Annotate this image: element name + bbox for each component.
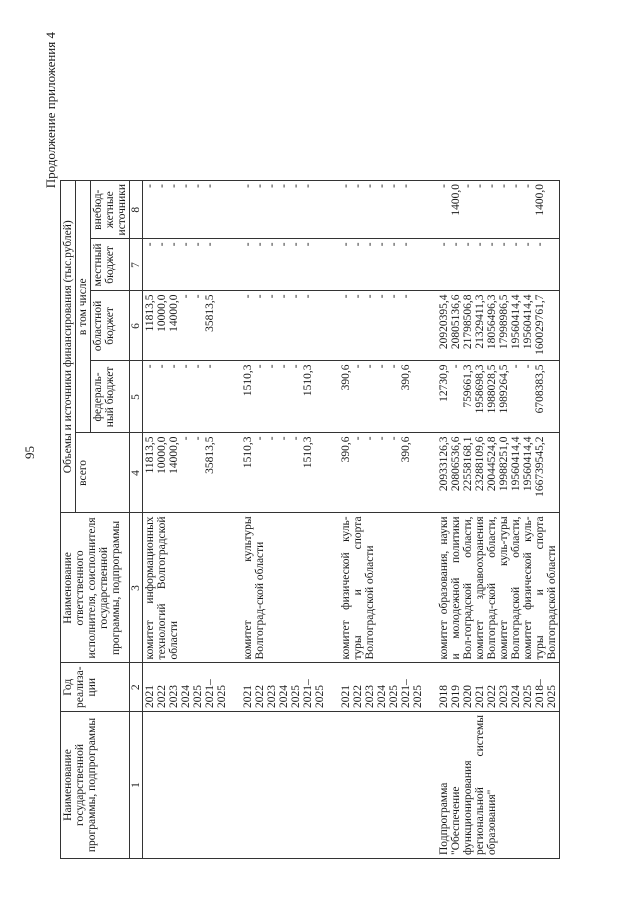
section-spacer	[425, 181, 437, 859]
federal-value: -	[278, 364, 290, 369]
program-name-cell	[143, 712, 230, 859]
spacer-cell	[425, 181, 437, 239]
header-extra: внебюд-жетные источники	[91, 181, 130, 239]
local-cell	[143, 239, 230, 291]
year-value: 2021	[242, 685, 254, 708]
extra-value: 1400,0	[450, 184, 462, 216]
year-value: 2023	[168, 685, 180, 708]
program-name-cell	[241, 712, 327, 859]
total-value: 19560414,4	[510, 436, 522, 492]
local-value: -	[450, 242, 462, 247]
table-row	[143, 181, 230, 859]
header-subgroup: в том числе	[76, 181, 91, 433]
local-value: -	[498, 242, 510, 247]
extra-value: -	[290, 184, 302, 188]
year-value: 2021	[144, 685, 156, 708]
extra-value: 1400,0	[534, 184, 546, 216]
federal-value: 1988028,5	[486, 364, 498, 414]
total-value: 10000,0	[156, 436, 168, 474]
regional-value: 18056496,3	[486, 294, 498, 350]
total-value: 11813,5	[144, 436, 156, 474]
extra-value: -	[302, 184, 314, 188]
extra-value: -	[474, 184, 486, 188]
column-number-row	[130, 181, 143, 859]
extra-value: -	[168, 184, 180, 188]
total-value: 22558168,1	[462, 436, 474, 492]
federal-cell	[437, 361, 560, 433]
federal-cell	[339, 361, 425, 433]
total-value: -	[388, 436, 400, 441]
regional-value: -	[192, 294, 204, 299]
spacer-cell	[327, 433, 339, 513]
regional-value: 35813,5	[204, 294, 216, 332]
total-value: -	[364, 436, 376, 441]
spacer-cell	[327, 663, 339, 712]
federal-value: 1989264,5	[498, 364, 510, 414]
total-value: 1510,3	[242, 436, 254, 469]
year-cell	[437, 663, 560, 712]
year-value: 2020	[462, 685, 474, 708]
spacer-cell	[229, 712, 241, 859]
federal-value: 759661,3	[462, 364, 474, 408]
year-value: 2024	[180, 685, 192, 708]
extra-cell	[339, 181, 425, 239]
federal-value: -	[376, 364, 388, 369]
year-value: 2024	[510, 685, 522, 708]
total-value: 14000,0	[168, 436, 180, 474]
extra-value: -	[522, 184, 534, 188]
header-program-name: Наименование государственной программы, подпрограммы	[61, 712, 130, 859]
year-cell	[241, 663, 327, 712]
year-value: 2023	[498, 685, 510, 708]
year-value: 2019	[450, 685, 462, 708]
regional-value: -	[242, 294, 254, 299]
section-spacer	[229, 181, 241, 859]
regional-value: -	[376, 294, 388, 299]
spacer-cell	[425, 712, 437, 859]
regional-value: 17998986,5	[498, 294, 510, 350]
total-value: -	[254, 436, 266, 441]
federal-value: 1510,3	[302, 364, 314, 397]
extra-cell	[437, 181, 560, 239]
year-value: 2024	[278, 685, 290, 708]
total-value: 20044524,8	[486, 436, 498, 492]
header-federal: федераль-ный бюджет	[91, 361, 130, 433]
local-value: -	[438, 242, 450, 247]
total-value: -	[192, 436, 204, 441]
local-value: -	[364, 242, 376, 247]
program-name-cell: Подпрограмма "Обеспечение функционирования региональной системы образования"	[437, 712, 560, 859]
header-year: Год реализа-ции	[61, 663, 130, 712]
extra-value: -	[498, 184, 510, 188]
federal-value: -	[192, 364, 204, 369]
regional-value: 11813,5	[144, 294, 156, 332]
regional-value: -	[254, 294, 266, 299]
year-value: 2022	[254, 685, 266, 708]
spacer-cell	[425, 663, 437, 712]
local-value: -	[388, 242, 400, 247]
local-value: -	[144, 242, 156, 247]
total-value: 390,6	[340, 436, 352, 463]
local-value: -	[376, 242, 388, 247]
extra-value: -	[144, 184, 156, 188]
total-cell	[339, 433, 425, 513]
federal-value: -	[180, 364, 192, 369]
federal-value: -	[352, 364, 364, 369]
year-cell	[143, 663, 230, 712]
spacer-cell	[425, 361, 437, 433]
year-value: 2022	[352, 685, 364, 708]
table-row	[241, 181, 327, 859]
table-row	[339, 181, 425, 859]
total-value: 166739545,2	[534, 436, 546, 497]
program-name-cell	[339, 712, 425, 859]
regional-value: 21329411,3	[474, 294, 486, 349]
federal-value: 390,6	[340, 364, 352, 391]
local-value: -	[290, 242, 302, 247]
federal-value: 1958698,3	[474, 364, 486, 414]
federal-value: 6708383,5	[534, 364, 546, 414]
regional-value: 21798506,8	[462, 294, 474, 350]
federal-value: -	[522, 364, 534, 369]
local-value: -	[266, 242, 278, 247]
total-value: -	[290, 436, 302, 441]
local-value: -	[340, 242, 352, 247]
extra-value: -	[156, 184, 168, 188]
local-value: -	[168, 242, 180, 247]
spacer-cell	[327, 239, 339, 291]
table-header	[61, 181, 143, 859]
extra-cell	[143, 181, 230, 239]
local-value: -	[302, 242, 314, 247]
year-value: 2018	[438, 685, 450, 708]
regional-cell	[339, 291, 425, 361]
extra-value: -	[510, 184, 522, 188]
regional-value: -	[278, 294, 290, 299]
extra-value: -	[462, 184, 474, 188]
local-value: -	[242, 242, 254, 247]
spacer-cell	[425, 239, 437, 291]
local-value: -	[534, 242, 546, 247]
table-body	[143, 181, 560, 859]
spacer-cell	[229, 181, 241, 239]
federal-value: 1510,3	[242, 364, 254, 397]
extra-value: -	[364, 184, 376, 188]
federal-value: -	[510, 364, 522, 369]
extra-value: -	[180, 184, 192, 188]
spacer-cell	[229, 291, 241, 361]
extra-value: -	[388, 184, 400, 188]
regional-value: -	[302, 294, 314, 299]
financing-table	[60, 180, 560, 859]
local-cell	[241, 239, 327, 291]
page-number: 95	[22, 446, 37, 459]
header-total: всего	[76, 433, 130, 513]
column-number: 2	[130, 663, 143, 712]
regional-value: -	[364, 294, 376, 299]
spacer-cell	[327, 361, 339, 433]
regional-cell	[241, 291, 327, 361]
section-spacer	[327, 181, 339, 859]
total-value: 23288109,6	[474, 436, 486, 492]
executor-cell: комитет физической куль-туры и спорта Волгоградской области	[339, 513, 425, 663]
header-financing-group: Объемы и источники финансирования (тыс.рублей)	[61, 181, 76, 513]
column-number: 4	[130, 433, 143, 513]
regional-value: -	[388, 294, 400, 299]
extra-value: -	[438, 184, 450, 188]
local-value: -	[254, 242, 266, 247]
federal-value: 390,6	[400, 364, 412, 391]
executor-cell: комитет образования, науки и молодежной политики Вол-гоградской области, комитет здравоохранения Волгоград-ской области, комитет куль-туры Волгоградской области, комитет физической куль-туры и спорта Волгоградской области	[437, 513, 560, 663]
spacer-cell	[327, 291, 339, 361]
year-value: 2022	[156, 685, 168, 708]
regional-cell	[143, 291, 230, 361]
federal-value: -	[364, 364, 376, 369]
extra-value: -	[242, 184, 254, 188]
spacer-cell	[229, 433, 241, 513]
local-value: -	[352, 242, 364, 247]
regional-value: 14000,0	[168, 294, 180, 332]
year-value: 2025	[388, 685, 400, 708]
year-value: 2025	[290, 685, 302, 708]
column-number: 7	[130, 239, 143, 291]
extra-value: -	[192, 184, 204, 188]
year-value: 2021–2025	[400, 679, 424, 708]
local-value: -	[474, 242, 486, 247]
total-value: -	[180, 436, 192, 441]
regional-value: -	[400, 294, 412, 299]
regional-value: 10000,0	[156, 294, 168, 332]
table-row	[437, 181, 560, 859]
regional-value: 20805136,6	[450, 294, 462, 350]
year-value: 2023	[364, 685, 376, 708]
total-cell	[143, 433, 230, 513]
federal-cell	[241, 361, 327, 433]
regional-value: 20920395,4	[438, 294, 450, 350]
year-value: 2025	[192, 685, 204, 708]
year-value: 2023	[266, 685, 278, 708]
regional-value: -	[180, 294, 192, 299]
spacer-cell	[229, 663, 241, 712]
total-cell	[437, 433, 560, 513]
local-cell	[437, 239, 560, 291]
spacer-cell	[327, 712, 339, 859]
local-value: -	[400, 242, 412, 247]
spacer-cell	[229, 239, 241, 291]
federal-value: 12730,9	[438, 364, 450, 402]
header-local: местный бюджет	[91, 239, 130, 291]
extra-value: -	[254, 184, 266, 188]
year-value: 2025	[522, 685, 534, 708]
local-cell	[339, 239, 425, 291]
federal-value: -	[168, 364, 180, 369]
spacer-cell	[327, 513, 339, 663]
local-value: -	[180, 242, 192, 247]
extra-value: -	[352, 184, 364, 188]
spacer-cell	[425, 513, 437, 663]
regional-value: -	[352, 294, 364, 299]
federal-cell	[143, 361, 230, 433]
federal-value: -	[254, 364, 266, 369]
total-cell	[241, 433, 327, 513]
regional-value: -	[290, 294, 302, 299]
federal-value: -	[290, 364, 302, 369]
extra-value: -	[204, 184, 216, 188]
spacer-cell	[425, 291, 437, 361]
extra-value: -	[340, 184, 352, 188]
regional-value: 19560414,4	[522, 294, 534, 350]
year-value: 2024	[376, 685, 388, 708]
total-value: -	[376, 436, 388, 441]
spacer-cell	[425, 433, 437, 513]
total-value: 20806536,6	[450, 436, 462, 492]
regional-value: -	[340, 294, 352, 299]
total-value: 20933126,3	[438, 436, 450, 492]
column-number: 8	[130, 181, 143, 239]
extra-value: -	[278, 184, 290, 188]
federal-value: -	[450, 364, 462, 369]
total-value: 19560414,4	[522, 436, 534, 492]
year-value: 2021	[474, 685, 486, 708]
year-cell	[339, 663, 425, 712]
local-value: -	[156, 242, 168, 247]
executor-cell: комитет информационных технологий Волгоградской области	[143, 513, 230, 663]
column-number: 1	[130, 712, 143, 859]
extra-cell	[241, 181, 327, 239]
local-value: -	[204, 242, 216, 247]
local-value: -	[462, 242, 474, 247]
local-value: -	[510, 242, 522, 247]
extra-value: -	[266, 184, 278, 188]
local-value: -	[278, 242, 290, 247]
local-value: -	[192, 242, 204, 247]
header-regional: областной бюджет	[91, 291, 130, 361]
column-number: 5	[130, 361, 143, 433]
year-value: 2018–2025	[534, 679, 558, 708]
federal-value: -	[388, 364, 400, 369]
federal-value: -	[144, 364, 156, 369]
extra-value: -	[486, 184, 498, 188]
regional-cell	[437, 291, 560, 361]
total-value: 390,6	[400, 436, 412, 463]
appendix-title: Продолжение приложения 4	[43, 32, 58, 189]
local-value: -	[522, 242, 534, 247]
total-value: 1510,3	[302, 436, 314, 469]
year-value: 2021	[340, 685, 352, 708]
regional-value: -	[266, 294, 278, 299]
executor-cell: комитет культуры Волгоград-ской области	[241, 513, 327, 663]
federal-value: -	[204, 364, 216, 369]
regional-value: 160029761,7	[534, 294, 546, 355]
total-value: 35813,5	[204, 436, 216, 474]
regional-value: 19560414,4	[510, 294, 522, 350]
total-value: -	[352, 436, 364, 441]
extra-value: -	[400, 184, 412, 188]
local-value: -	[486, 242, 498, 247]
header-executor: Наименование ответственного исполнителя, соисполнителя государственной программы, подпрограммы	[61, 513, 130, 663]
year-value: 2021–2025	[204, 679, 228, 708]
spacer-cell	[229, 513, 241, 663]
spacer-cell	[327, 181, 339, 239]
column-number: 3	[130, 513, 143, 663]
total-value: -	[266, 436, 278, 441]
total-value: 19988251,0	[498, 436, 510, 492]
total-value: -	[278, 436, 290, 441]
spacer-cell	[229, 361, 241, 433]
federal-value: -	[156, 364, 168, 369]
federal-value: -	[266, 364, 278, 369]
column-number: 6	[130, 291, 143, 361]
year-value: 2022	[486, 685, 498, 708]
extra-value: -	[376, 184, 388, 188]
year-value: 2021–2025	[302, 679, 326, 708]
